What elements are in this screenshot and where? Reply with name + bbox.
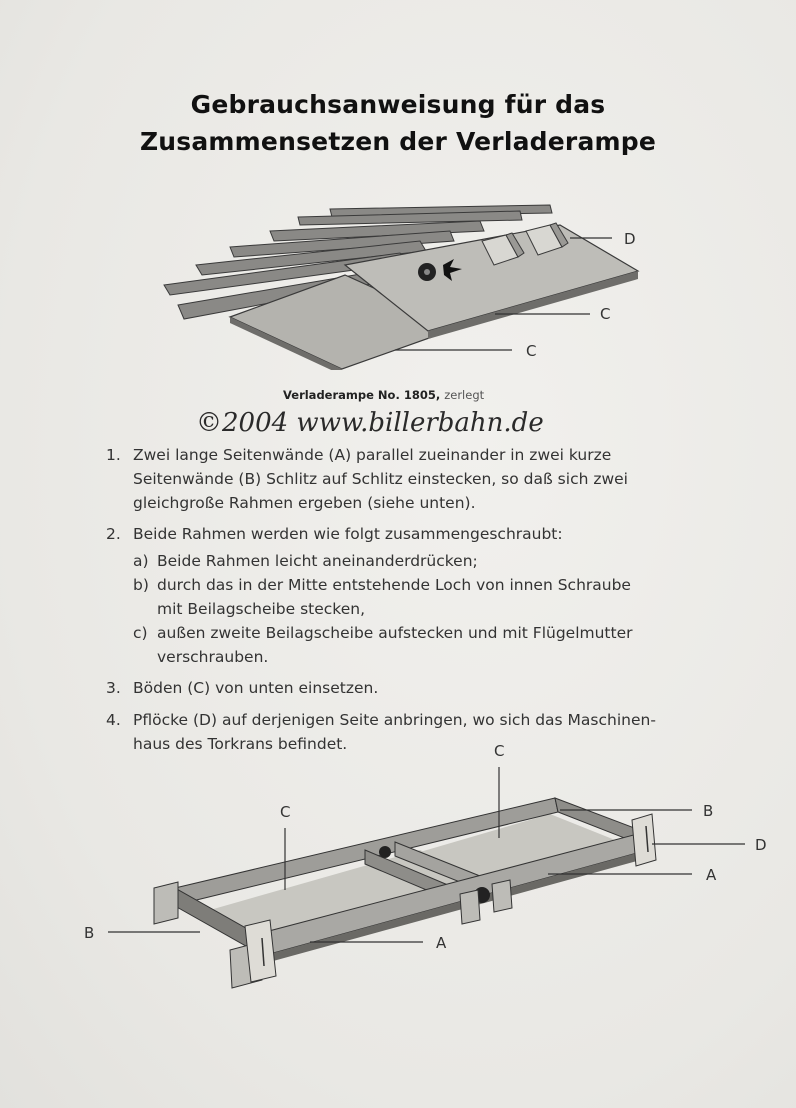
caption-main: Verladerampe No. 1805, bbox=[283, 388, 441, 402]
label-c-top-1: C bbox=[600, 305, 611, 323]
assembled-ramp-illustration bbox=[80, 740, 780, 1000]
step-number: 2. bbox=[106, 525, 121, 543]
substep-label: c) bbox=[133, 624, 148, 642]
label-b-bottom-left: B bbox=[84, 924, 95, 942]
step-text-line: Pflöcke (D) auf derjenigen Seite anbringen, wo sich das Maschinen- bbox=[133, 711, 656, 729]
step-text-line: haus des Torkrans befindet. bbox=[133, 735, 348, 753]
label-c-bottom-top: C bbox=[494, 742, 505, 760]
label-d-bottom: D bbox=[755, 836, 767, 854]
step-text-line: gleichgroße Rahmen ergeben (siehe unten). bbox=[133, 494, 476, 512]
label-a-bottom: A bbox=[436, 934, 447, 952]
step-number: 3. bbox=[106, 679, 121, 697]
label-c-top-2: C bbox=[526, 342, 537, 360]
substep-text-line: Beide Rahmen leicht aneinanderdrücken; bbox=[157, 552, 478, 570]
step-text-line: Seitenwände (B) Schlitz auf Schlitz einstecken, so daß sich zwei bbox=[133, 470, 628, 488]
label-d-top: D bbox=[624, 230, 636, 248]
substep-text-line: durch das in der Mitte entstehende Loch von innen Schraube bbox=[157, 576, 631, 594]
step-text-line: Beide Rahmen werden wie folgt zusammengeschraubt: bbox=[133, 525, 563, 543]
disassembled-ramp-illustration bbox=[150, 195, 670, 370]
step-text-line: Böden (C) von unten einsetzen. bbox=[133, 679, 379, 697]
label-c-bottom-left: C bbox=[280, 803, 291, 821]
title-line-2: Zusammensetzen der Verladerampe bbox=[139, 127, 657, 156]
substep-text-line: verschrauben. bbox=[157, 648, 269, 666]
step-number: 1. bbox=[106, 446, 121, 464]
figure-caption bbox=[283, 388, 484, 402]
substep-label: b) bbox=[133, 576, 149, 594]
substep-label: a) bbox=[133, 552, 149, 570]
substep-text-line: außen zweite Beilagscheibe aufstecken und mit Flügelmutter bbox=[157, 624, 633, 642]
step-text-line: Zwei lange Seitenwände (A) parallel zueinander in zwei kurze bbox=[133, 446, 612, 464]
label-b-bottom-right: B bbox=[703, 802, 714, 820]
substep-text-line: mit Beilagscheibe stecken, bbox=[157, 600, 366, 618]
page-title bbox=[0, 86, 796, 160]
title-line-1: Gebrauchsanweisung für das bbox=[190, 90, 606, 119]
step-number: 4. bbox=[106, 711, 121, 729]
label-a-bottom-right: A bbox=[706, 866, 717, 884]
copyright-watermark: ©2004 www.billerbahn.de bbox=[196, 408, 544, 438]
caption-suffix: zerlegt bbox=[444, 388, 485, 402]
